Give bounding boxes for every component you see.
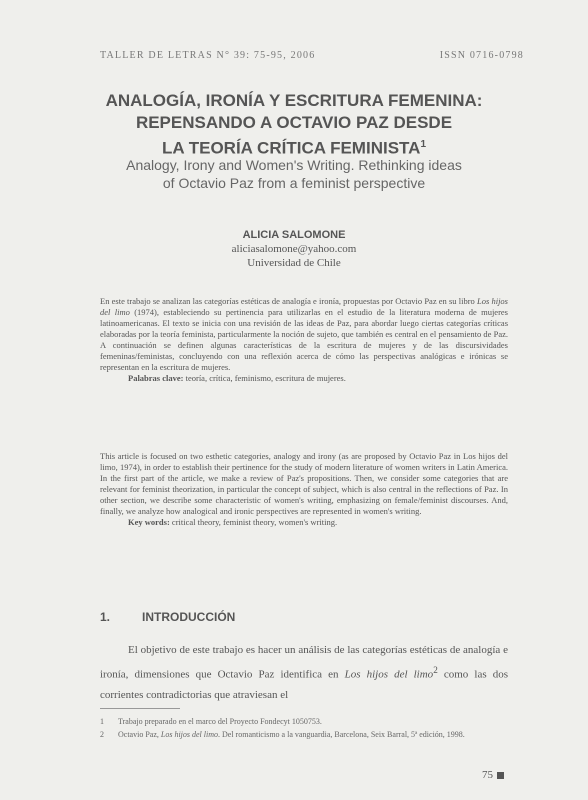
body-paragraph: El objetivo de este trabajo es hacer un análisis de las categorías estéticas de analogía e ironía, dimensiones que Octavio Paz identifica en Los hijos del limo$^2$ como las dos corrientes contradictorias que atraviesan el (100, 644, 508, 701)
section-heading (100, 610, 235, 624)
page-number: 75 (482, 769, 504, 781)
title-line-3: LA TEORÍA CRÍTICA FEMINISTA$^1$ (161, 138, 426, 158)
footnote-divider (100, 708, 180, 709)
english-title (0, 156, 588, 192)
abstract-english (100, 451, 508, 528)
page-marker-square (497, 772, 504, 779)
issn: ISSN 0716-0798 (439, 50, 524, 61)
article-title (0, 90, 588, 160)
subtitle-line-1: Analogy, Irony and Women's Writing. Rethinking ideas (126, 157, 462, 173)
title-line-1: ANALOGÍA, IRONÍA Y ESCRITURA FEMENINA: (105, 91, 483, 110)
abstract-spanish (100, 296, 508, 384)
footnote-ref-2[interactable]: 2 (433, 665, 438, 675)
abstract-spanish-text: En este trabajo se analizan las categorías estéticas de analogía e ironía, propuestas por Octavio Paz en su libro Los hijos del limo (1974), estableciendo su pertinencia para utilizarlas en el estudio de la literatura moderna de mujeres latinoamericanas. El texto se inicia con una revisión de las ideas de Paz, para abordar luego ciertas categorías críticas elaboradas por la teoría feminista, particularmente la noción de sujeto, que también es central en el pensamiento de Paz. A continuación se definen algunas características de la escritura de mujeres y de las discursividades femeninas/feministas, concluyendo con una reflexión acerca de cómo las perspectivas analógicas e irónicas se representan en la escritura de mujeres. (100, 296, 508, 372)
abstract-english-text: This article is focused on two esthetic categories, analogy and irony (as are proposed by Octavio Paz in Los hijos del limo, 1974), in order to establish their pertinence for the study of modern literature of women writers in Latin America. In the first part of the article, we make a review of Paz's propositions. Then, we consider some categories that are relevant for feminist theorization, in particular the concept of subject, which is also central in the reflections of Paz. In other section, we describe some characteristic of women's writing, emphasizing on female/feminist discourses. And, finally, we analyze how analogical and ironic perspectives are represented in women's writing. (100, 451, 508, 516)
keywords-english: Key words: critical theory, feminist theory, women's writing. (128, 517, 338, 527)
footnote-2: 2 Octavio Paz, Los hijos del limo. Del romanticismo a la vanguardia, Barcelona, Seix Barral, 5ª edición, 1998. (100, 730, 465, 739)
section-title: INTRODUCCIÓN (142, 610, 236, 624)
footnote-1: 1 Trabajo preparado en el marco del Proyecto Fondecyt 1050753. (100, 717, 322, 726)
author-affiliation: Universidad de Chile (247, 257, 341, 269)
author-name: ALICIA SALOMONE (242, 229, 346, 241)
running-header (100, 50, 524, 61)
subtitle-line-2: of Octavio Paz from a feminist perspective (162, 175, 426, 191)
section-number: 1. (100, 610, 111, 624)
title-line-2: REPENSANDO A OCTAVIO PAZ DESDE (135, 113, 453, 132)
title-footnote-mark[interactable]: 1 (420, 139, 426, 150)
journal-citation: TALLER DE LETRAS N° 39: 75-95, 2006 (100, 50, 316, 61)
keywords-spanish: Palabras clave: teoría, crítica, feminismo, escritura de mujeres. (128, 373, 346, 383)
author-email[interactable]: aliciasalomone@yahoo.com (231, 243, 357, 255)
